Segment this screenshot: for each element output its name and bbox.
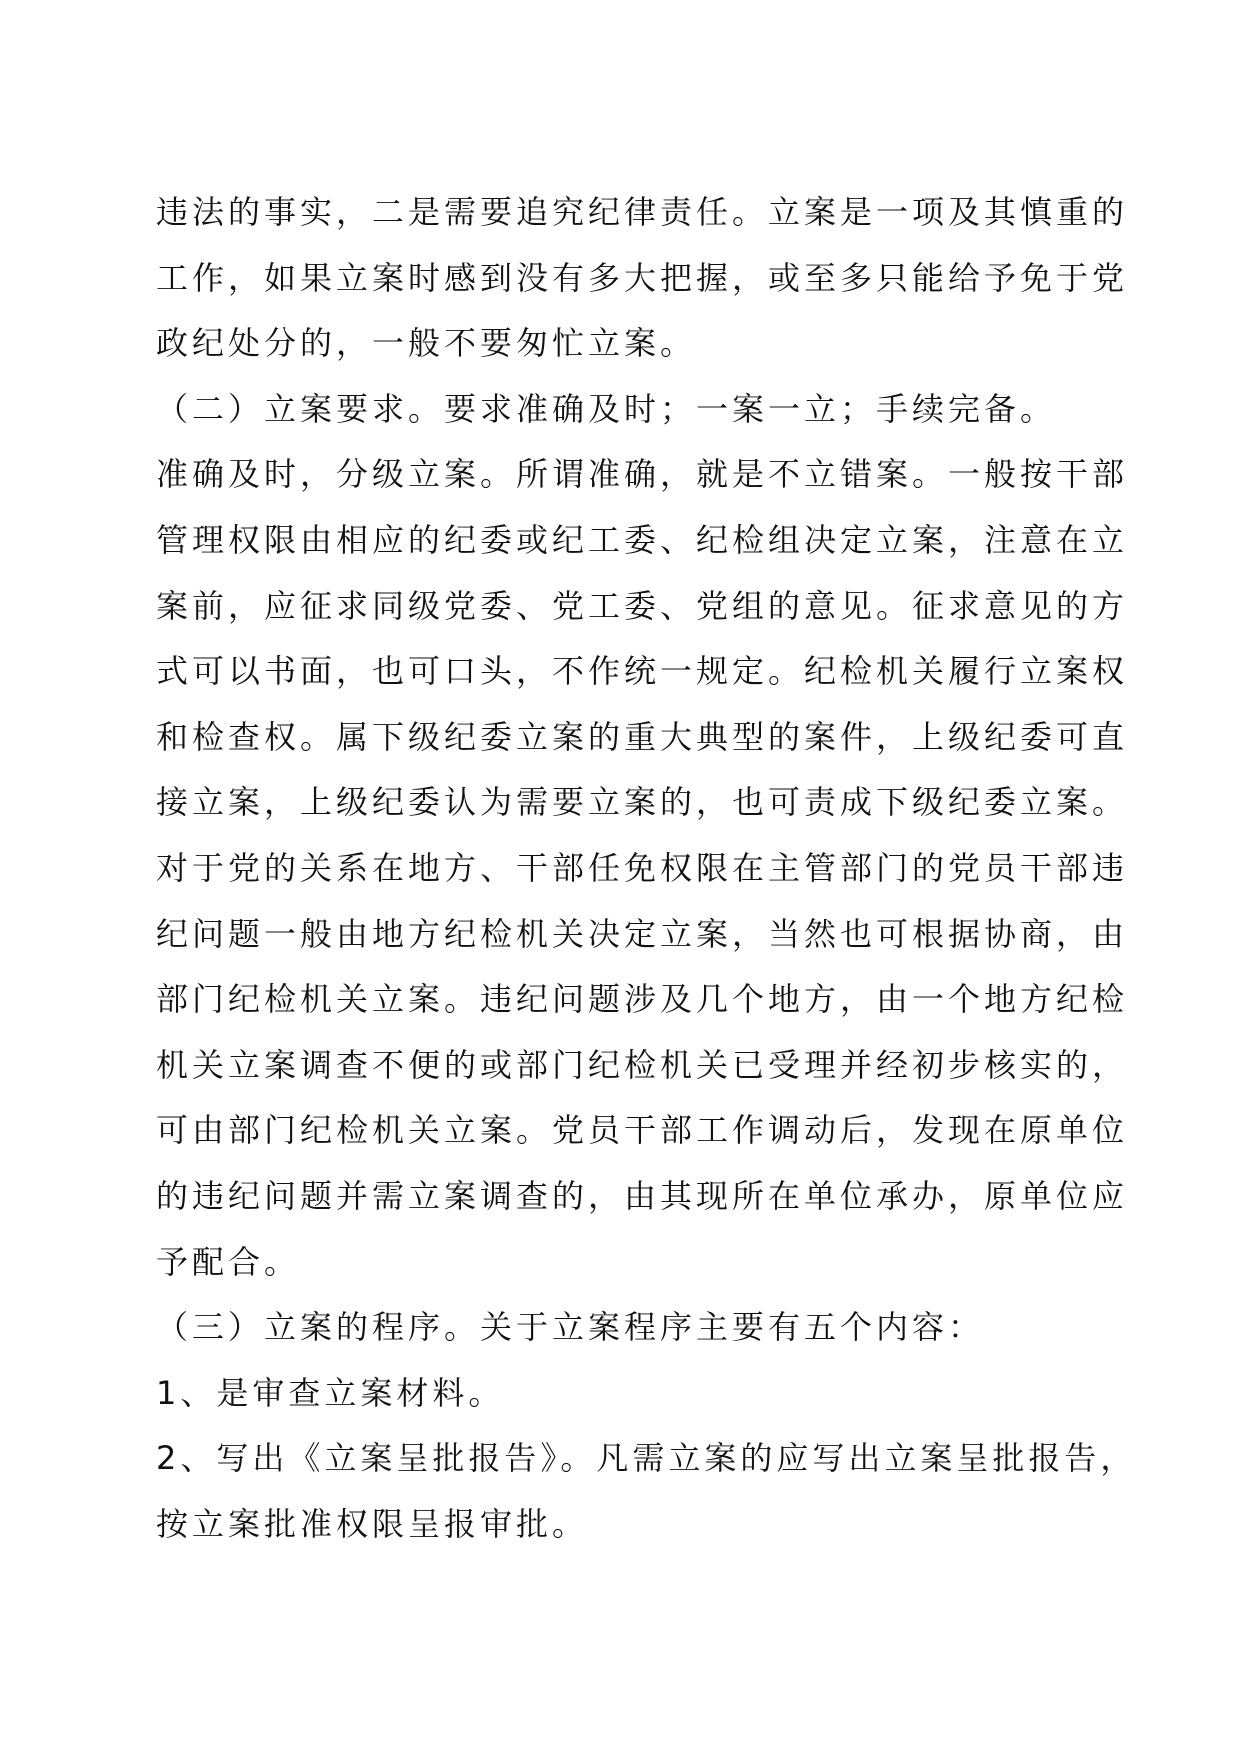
text-line: 管理权限由相应的纪委或纪工委、纪检组决定立案，注意在立 xyxy=(156,520,1129,559)
text-line: 可由部门纪检机关立案。党员干部工作调动后，发现在原单位 xyxy=(156,1111,1129,1150)
section-two-heading: （二）立案要求。要求准确及时；一案一立；手续完备。 xyxy=(156,389,1057,428)
text-line: 工作，如果立案时感到没有多大把握，或至多只能给予免于党 xyxy=(156,258,1129,297)
text-line: 机关立案调查不便的或部门纪检机关已受理并经初步核实的， xyxy=(156,1045,1129,1084)
text-line: 纪问题一般由地方纪检机关决定立案，当然也可根据协商，由 xyxy=(156,914,1129,953)
text-line: 2、写出《立案呈批报告》。凡需立案的应写出立案呈批报告， xyxy=(156,1439,1137,1478)
text-line: 接立案，上级纪委认为需要立案的，也可责成下级纪委立案。 xyxy=(156,783,1129,822)
text-line: 的违纪问题并需立案调查的，由其现所在单位承办，原单位应 xyxy=(156,1176,1129,1215)
text-line: 违法的事实，二是需要追究纪律责任。立案是一项及其慎重的 xyxy=(156,193,1129,231)
section-three-heading: （三）立案的程序。关于立案程序主要有五个内容： xyxy=(156,1308,985,1347)
text-line: 部门纪检机关立案。违纪问题涉及几个地方，由一个地方纪检 xyxy=(156,980,1129,1019)
document-page xyxy=(156,180,1137,1557)
section-two-body xyxy=(156,442,1129,1295)
text-line: 按立案批准权限呈报审批。 xyxy=(156,1504,589,1543)
text-line: 案前，应征求同级党委、党工委、党组的意见。征求意见的方 xyxy=(156,586,1129,625)
intro-paragraph xyxy=(156,180,1129,377)
text-line: 予配合。 xyxy=(156,1242,301,1281)
text-line: 准确及时，分级立案。所谓准确，就是不立错案。一般按干部 xyxy=(156,455,1129,494)
text-line: 和检查权。属下级纪委立案的重大典型的案件，上级纪委可直 xyxy=(156,717,1129,756)
text-line: 对于党的关系在地方、干部任免权限在主管部门的党员干部违 xyxy=(156,848,1129,887)
list-item-1: 1、是审查立案材料。 xyxy=(156,1373,505,1412)
text-line: 政纪处分的，一般不要匆忙立案。 xyxy=(156,324,697,363)
list-item-2 xyxy=(156,1426,1137,1557)
text-line: 式可以书面，也可口头，不作统一规定。纪检机关履行立案权 xyxy=(156,652,1129,691)
